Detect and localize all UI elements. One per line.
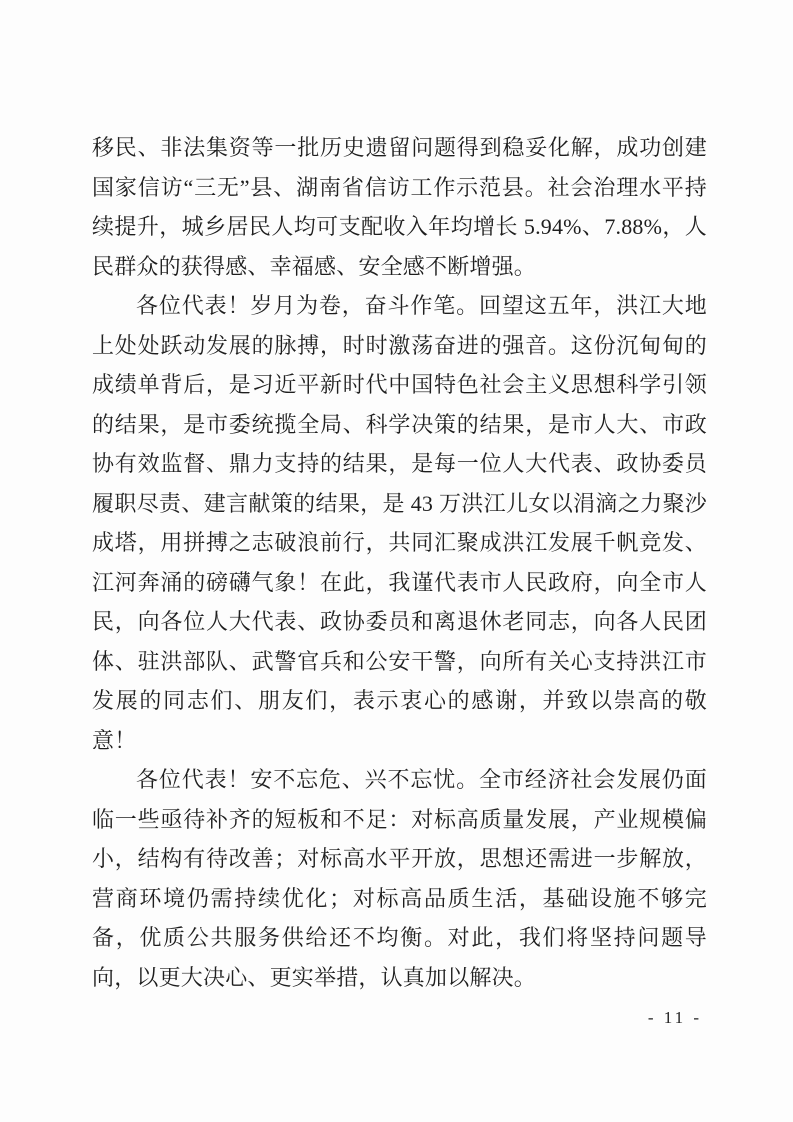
paragraph-shortcomings: 各位代表！安不忘危、兴不忘忧。全市经济社会发展仍面临一些亟待补齐的短板和不足：对标高质量发展，产业规模偏小，结构有待改善；对标高水平开放，思想还需进一步解放，营商环境仍需持续优化；对标高品质生活，基础设施不够完备，优质公共服务供给还不均衡。对此，我们将坚持问题导向，以更大决心、更实举措，认真加以解决。 (92, 767, 707, 990)
document-body (92, 128, 707, 997)
paragraph-gratitude: 各位代表！岁月为卷，奋斗作笔。回望这五年，洪江大地上处处跃动发展的脉搏，时时激荡奋进的强音。这份沉甸甸的成绩单背后，是习近平新时代中国特色社会主义思想科学引领的结果，是市委统揽全局、科学决策的结果，是市人大、市政协有效监督、鼎力支持的结果，是每一位人大代表、政协委员履职尽责、建言献策的结果，是 43 万洪江儿女以涓滴之力聚沙成塔，用拼搏之志破浪前行，共同汇聚成洪江发展千帆竞发、江河奔涌的磅礴气象！在此，我谨代表市人民政府，向全市人民，向各位人大代表、政协委员和离退休老同志，向各人民团体、驻洪部队、武警官兵和公安干警，向所有关心支持洪江市发展的同志们、朋友们，表示衷心的感谢，并致以崇高的敬意！ (92, 293, 707, 753)
paragraph-achievements-continued: 移民、非法集资等一批历史遗留问题得到稳妥化解，成功创建国家信访“三无”县、湖南省信访工作示范县。社会治理水平持续提升，城乡居民人均可支配收入年均增长 5.94%、7.88%，人民群众的获得感、幸福感、安全感不断增强。 (92, 135, 707, 279)
page-number: - 11 - (647, 1008, 703, 1027)
